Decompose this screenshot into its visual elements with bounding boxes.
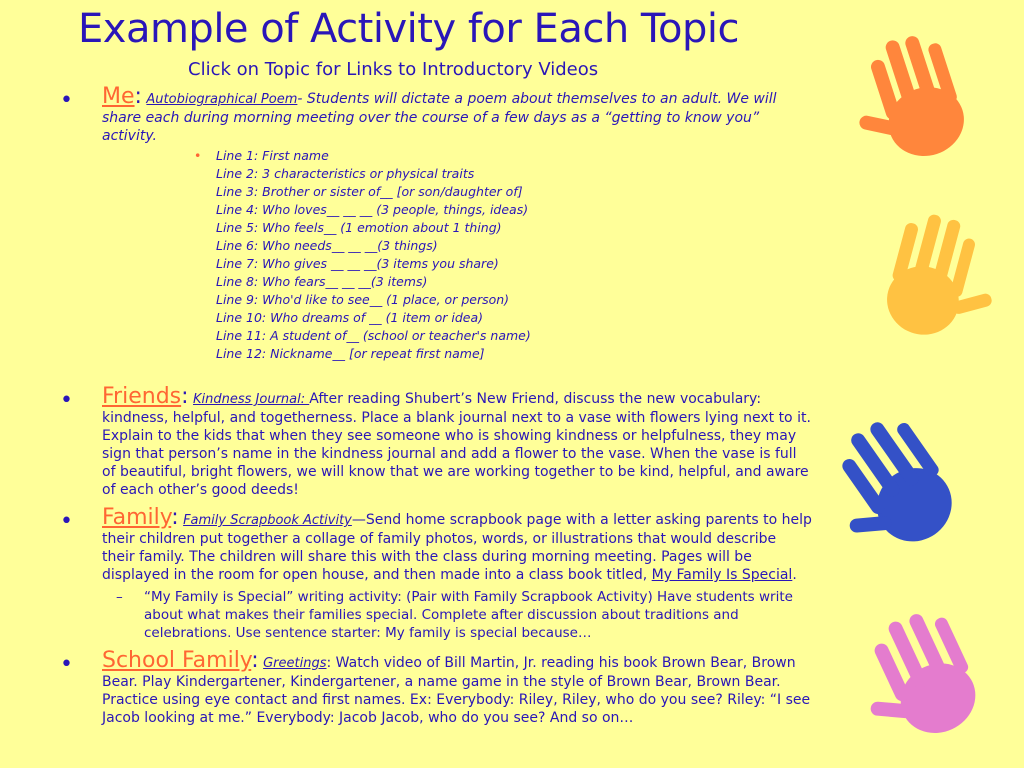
poem-line: Line 12: Nickname__ [or repeat first name] [216,346,485,361]
book-link-my-family-is-special[interactable]: My Family Is Special [651,567,793,583]
poem-line: Line 11: A student of__ (school or teacher's name) [216,328,531,343]
colon: : [181,384,189,409]
family-text [102,505,812,584]
poem-line: Line 4: Who loves__ __ __ (3 people, things, ideas) [216,202,529,217]
me-description: - Students will dictate a poem about themselves to an adult. We will share each during morning meeting over the course of a few days as a “getting to know you” activity. [102,91,777,144]
activity-link-greetings[interactable]: Greetings [263,656,327,671]
activity-link-family-scrapbook[interactable]: Family Scrapbook Activity [183,513,352,528]
poem-line: Line 3: Brother or sister of__ [or son/daughter of] [216,184,523,199]
pink-handprint-icon [840,596,1020,766]
family-description: —Send home scrapbook page with a letter asking parents to help their children put together a collage of family photos, words, or illustrations that would describe their family. The children will share this with the class during morning meeting. Pages will be displayed in the room for open house, and then made into a class book titled, [102,512,812,583]
poem-line: Line 6: Who needs__ __ __(3 things) [216,238,438,253]
bullet: • [60,388,73,413]
dash-bullet: – [116,589,123,605]
bullet: • [60,88,73,113]
topic-item-family [60,505,812,642]
bullet: • [60,652,73,677]
topic-link-school-family[interactable]: School Family [102,648,252,673]
colon: : [326,655,332,671]
topic-list [60,84,812,727]
bullet: • [60,509,73,534]
colon: : [171,505,179,530]
orange-handprint-icon [832,22,1012,182]
school-family-text [102,648,812,727]
friends-description: After reading Shubert’s New Friend, discuss the new vocabulary: kindness, helpful, and togetherness. Place a blank journal next to a vase with flowers lying next to it. Explain to the kids that when they see someone who is showing kindness or helpfulness, they may sign that person’s name in the kindness journal and add a flower to the vase. When the vase is full of beautiful, bright flowers, we will know that we are working together to be kind, helpful, and aware of each other’s good deeds! [102,391,811,498]
school-family-description: Watch video of Bill Martin, Jr. reading his book Brown Bear, Brown Bear. Play Kindergartener, Kindergartener, a name game in the style of Brown Bear, Brown Bear. Practice using eye contact and first names. Ex: Everybody: Riley, Riley, who do you see? Riley: “I see Jacob looking at me.” Everybody: Jacob Jacob, who do you see? And so on… [102,655,811,726]
yellow-handprint-icon [846,202,1016,362]
poem-line: Line 7: Who gives __ __ __(3 items you share) [216,256,499,271]
topic-link-family[interactable]: Family [102,505,172,530]
poem-line: • Line 1: First name [190,147,812,165]
topic-item-school-family [60,648,812,727]
poem-line: Line 10: Who dreams of __ (1 item or idea) [216,310,484,325]
poem-line: Line 5: Who feels__ (1 emotion about 1 thing) [216,220,502,235]
family-sub-description: “My Family is Special” writing activity: (Pair with Family Scrapbook Activity) Have students write about what makes their families special. Complete after discussion about traditions and celebrations. Use sentence starter: My family is special because… [144,589,793,641]
blue-handprint-icon [812,400,997,580]
colon: : [251,648,259,673]
activity-link-autobiographical-poem[interactable]: Autobiographical Poem [146,92,298,107]
poem-line: Line 2: 3 characteristics or physical traits [216,166,475,181]
me-text [102,84,812,145]
poem-lines-list [102,147,812,363]
family-sub-item [60,588,812,642]
friends-text [102,384,812,499]
colon: : [134,84,142,109]
topic-link-me[interactable]: Me [102,84,135,109]
poem-line: Line 8: Who fears__ __ __(3 items) [216,274,428,289]
topic-item-friends [60,384,812,499]
topic-item-me [60,84,812,378]
page-title: Example of Activity for Each Topic [78,6,739,52]
activity-link-kindness-journal[interactable]: Kindness Journal: [193,392,310,407]
topic-link-friends[interactable]: Friends [102,384,182,409]
period: . [792,567,797,583]
page-subtitle: Click on Topic for Links to Introductory Videos [188,59,599,80]
poem-line: Line 9: Who'd like to see__ (1 place, or person) [216,292,510,307]
